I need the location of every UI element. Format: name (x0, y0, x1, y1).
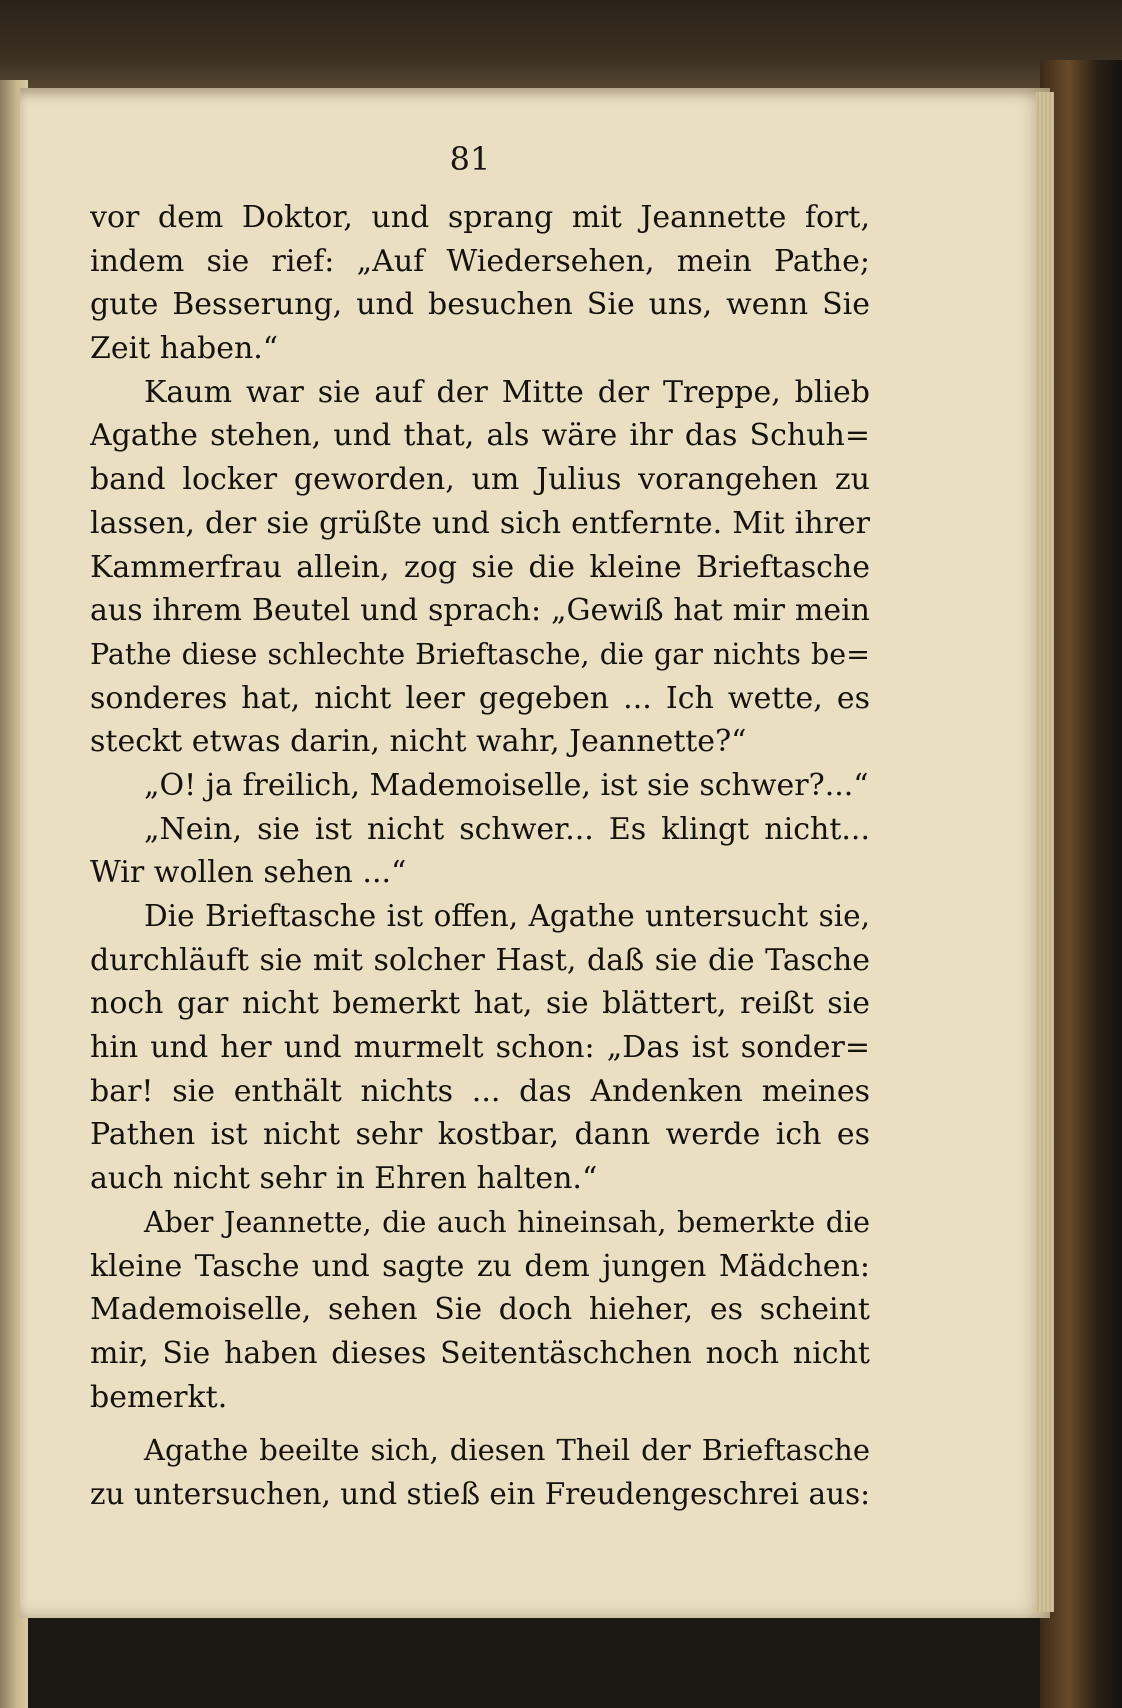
text-line: auch nicht sehr in Ehren halten.“ (90, 1161, 598, 1197)
text-line: mir, Sie haben dieses Seitentäschchen noch nicht (90, 1335, 870, 1371)
text-line: aus ihrem Beutel und sprach: „Gewiß hat mir mein (90, 593, 870, 629)
text-line: Mademoiselle, sehen Sie doch hieher, es scheint (90, 1292, 870, 1328)
text-line: Kaum war sie auf der Mitte der Treppe, blieb (144, 374, 870, 410)
text-line: Aber Jeannette, die auch hineinsah, bemerkte die (144, 1205, 870, 1239)
text-line: noch gar nicht bemerkt hat, sie blättert, reißt sie (90, 986, 870, 1022)
book-cover-top (0, 0, 1122, 95)
text-line: Agathe beeilte sich, diesen Theil der Brieftasche (144, 1433, 870, 1468)
text-line: durchläuft sie mit solcher Hast, daß sie die Tasche (90, 942, 870, 978)
text-line: Die Brieftasche ist offen, Agathe untersucht sie, (144, 899, 870, 933)
text-line: Agathe stehen, und that, als wäre ihr das Schuh= (90, 418, 870, 454)
text-line: Zeit haben.“ (90, 331, 279, 367)
text-line: Pathe diese schlechte Brieftasche, die gar nichts be= (90, 637, 870, 671)
text-line: steckt etwas darin, nicht wahr, Jeannette?“ (90, 724, 747, 760)
text-line: indem sie rief: „Auf Wiedersehen, mein Pathe; (90, 243, 870, 279)
page-text (90, 196, 870, 1517)
text-line: hin und her und murmelt schon: „Das ist sonder= (90, 1030, 870, 1066)
text-line: bemerkt. (90, 1379, 228, 1415)
text-line: sonderes hat, nicht leer gegeben ... Ich wette, es (90, 680, 870, 716)
text-line: lassen, der sie grüßte und sich entfernte. Mit ihrer (90, 505, 870, 541)
page-number: 81 (449, 140, 491, 178)
text-line: kleine Tasche und sagte zu dem jungen Mädchen: (90, 1248, 870, 1284)
text-line: vor dem Doktor, und sprang mit Jeannette fort, (90, 200, 870, 235)
page-edges (1036, 92, 1054, 1612)
text-line: „O! ja freilich, Mademoiselle, ist sie schwer?...“ (144, 767, 869, 803)
text-line: Pathen ist nicht sehr kostbar, dann werde ich es (90, 1117, 870, 1153)
text-line: bar! sie enthält nichts ... das Andenken meines (90, 1073, 870, 1109)
text-line: Wir wollen sehen ...“ (90, 855, 407, 891)
text-line: zu untersuchen, und stieß ein Freudengeschrei aus: (90, 1476, 870, 1511)
text-line: „Nein, sie ist nicht schwer... Es klingt nicht... (144, 811, 870, 847)
text-line: Kammerfrau allein, zog sie die kleine Brieftasche (90, 549, 870, 585)
text-line: gute Besserung, und besuchen Sie uns, wenn Sie (90, 287, 870, 323)
text-line: band locker geworden, um Julius vorangehen zu (90, 462, 870, 498)
